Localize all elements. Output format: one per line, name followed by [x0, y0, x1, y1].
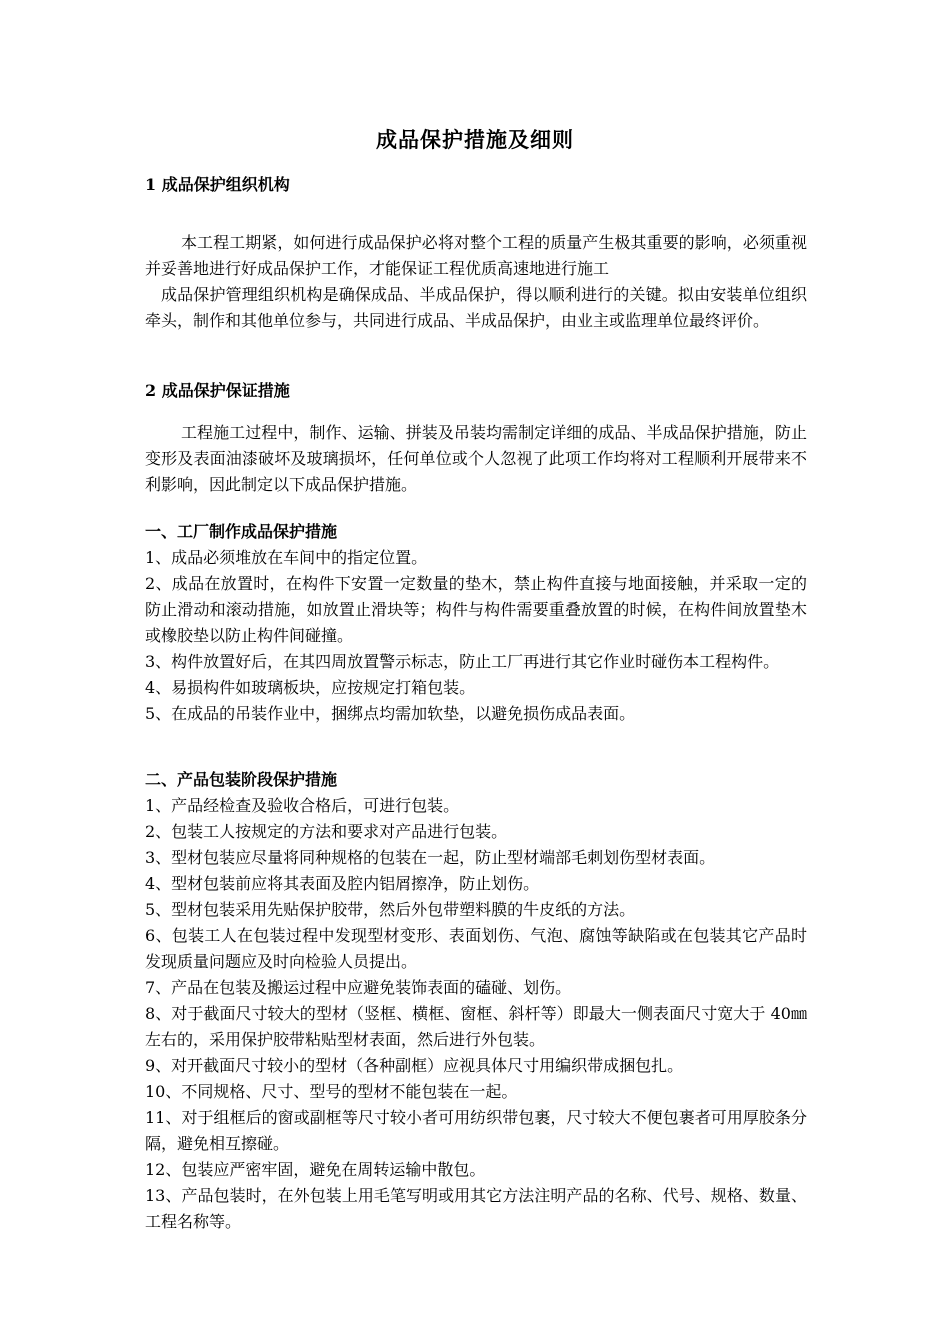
list-item: 5、型材包装采用先贴保护胶带，然后外包带塑料膜的牛皮纸的方法。 — [145, 900, 636, 919]
list-item: 4、型材包装前应将其表面及腔内铝屑擦净，防止划伤。 — [145, 874, 540, 893]
list-item: 1、产品经检查及验收合格后，可进行包装。 — [145, 796, 460, 815]
section-1-heading: 1 成品保护组织机构 — [145, 175, 290, 194]
list-item: 7、产品在包装及搬运过程中应避免装饰表面的磕碰、划伤。 — [145, 978, 572, 997]
list-item: 4、易损构件如玻璃板块，应按规定打箱包装。 — [145, 678, 476, 697]
list-item: 3、型材包装应尽量将同种规格的包装在一起，防止型材端部毛刺划伤型材表面。 — [145, 848, 716, 867]
list-item: 12、包装应严密牢固，避免在周转运输中散包。 — [145, 1160, 486, 1179]
document-title: 成品保护措施及细则 — [376, 127, 574, 152]
list-item: 13、产品包装时，在外包装上用毛笔写明或用其它方法注明产品的名称、代号、规格、数量、工程名称等。 — [145, 1186, 807, 1231]
section-2-paragraph-1: 工程施工过程中，制作、运输、拼装及吊装均需制定详细的成品、半成品保护措施，防止变形及表面油漆破坏及玻璃损坏，任何单位或个人忽视了此项工作均将对工程顺利开展带来不利影响，因此制定以下成品保护措施。 — [145, 423, 807, 494]
list-item: 6、包装工人在包装过程中发现型材变形、表面划伤、气泡、腐蚀等缺陷或在包装其它产品时发现质量问题应及时向检验人员提出。 — [145, 926, 807, 971]
part-1-block — [145, 519, 807, 727]
section-2-heading: 2 成品保护保证措施 — [145, 381, 290, 400]
section-1-paragraph-1: 本工程工期紧，如何进行成品保护必将对整个工程的质量产生极其重要的影响，必须重视并妥善地进行好成品保护工作，才能保证工程优质高速地进行施工 — [145, 233, 807, 278]
list-item: 2、包装工人按规定的方法和要求对产品进行包装。 — [145, 822, 508, 841]
list-item: 10、不同规格、尺寸、型号的型材不能包装在一起。 — [145, 1082, 518, 1101]
list-item: 2、成品在放置时，在构件下安置一定数量的垫木，禁止构件直接与地面接触，并采取一定的防止滑动和滚动措施，如放置止滑块等；构件与构件需要重叠放置的时候，在构件间放置垫木或橡胶垫以防止构件间碰撞。 — [145, 574, 807, 645]
section-1-paragraph-2: 成品保护管理组织机构是确保成品、半成品保护，得以顺利进行的关键。拟由安装单位组织牵头，制作和其他单位参与，共同进行成品、半成品保护，由业主或监理单位最终评价。 — [145, 285, 807, 330]
list-item: 8、对于截面尺寸较大的型材（竖框、横框、窗框、斜杆等）即最大一侧表面尺寸宽大于 40㎜左右的，采用保护胶带粘贴型材表面，然后进行外包装。 — [145, 1004, 807, 1049]
list-item: 3、构件放置好后，在其四周放置警示标志，防止工厂再进行其它作业时碰伤本工程构件。 — [145, 652, 780, 671]
list-item: 1、成品必须堆放在车间中的指定位置。 — [145, 548, 428, 567]
part-2-block — [145, 767, 807, 1235]
list-item: 11、对于组框后的窗或副框等尺寸较小者可用纺织带包裹，尺寸较大不便包裹者可用厚胶条分隔，避免相互擦碰。 — [145, 1108, 807, 1153]
list-item: 5、在成品的吊装作业中，捆绑点均需加软垫，以避免损伤成品表面。 — [145, 704, 636, 723]
list-item: 9、对开截面尺寸较小的型材（各种副框）应视具体尺寸用编织带成捆包扎。 — [145, 1056, 684, 1075]
part-2-title: 二、产品包装阶段保护措施 — [145, 770, 338, 789]
part-1-title: 一、工厂制作成品保护措施 — [145, 522, 338, 541]
